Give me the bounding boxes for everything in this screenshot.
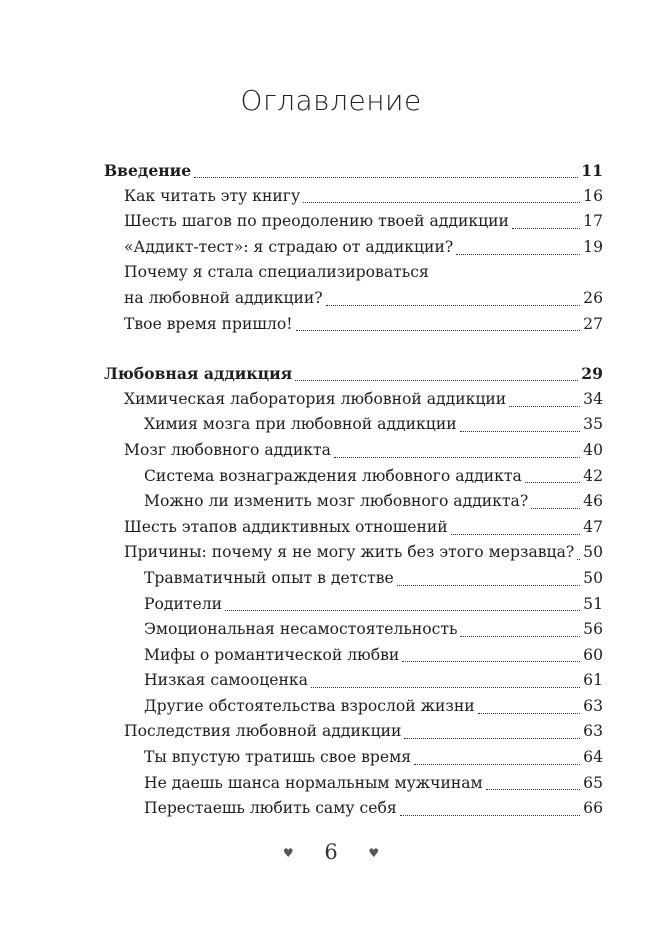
toc-entry-title: Химия мозга при любовной аддикции bbox=[144, 415, 457, 434]
heart-left-icon: ♥ bbox=[282, 845, 294, 860]
toc-entry-page: 11 bbox=[581, 161, 603, 180]
toc-entry-title: Твое время пришло! bbox=[124, 314, 293, 333]
toc-entry-page: 42 bbox=[583, 466, 603, 485]
toc-entry-page: 50 bbox=[583, 568, 603, 587]
toc-entry-page: 17 bbox=[583, 212, 603, 231]
toc-entry[interactable] bbox=[104, 540, 603, 566]
dot-leader bbox=[296, 329, 581, 331]
dot-leader bbox=[225, 609, 580, 611]
dot-leader bbox=[451, 533, 580, 535]
toc-entry-title: Любовная аддикция bbox=[104, 364, 293, 384]
dot-leader bbox=[326, 304, 581, 306]
toc-entry-page: 46 bbox=[583, 492, 603, 511]
toc-entry-page: 63 bbox=[583, 722, 603, 741]
dot-leader bbox=[525, 481, 580, 483]
toc-section-entry[interactable] bbox=[104, 361, 603, 387]
dot-leader bbox=[509, 405, 580, 407]
toc-entry-title: Последствия любовной аддикции bbox=[124, 722, 402, 741]
toc-entry-page: 47 bbox=[583, 517, 603, 536]
toc-entry-page: 19 bbox=[583, 237, 603, 256]
toc-entry[interactable] bbox=[104, 771, 603, 797]
toc-entry-page: 29 bbox=[581, 364, 603, 384]
toc-entry[interactable] bbox=[104, 312, 603, 338]
toc-entry-page: 50 bbox=[583, 543, 603, 562]
toc-entry-page: 64 bbox=[583, 748, 603, 767]
toc-entry-title: Травматичный опыт в детстве bbox=[144, 568, 394, 587]
toc-entry[interactable] bbox=[104, 515, 603, 541]
toc-entry[interactable] bbox=[104, 694, 603, 720]
toc-entry-title: Родители bbox=[144, 594, 223, 613]
dot-leader bbox=[404, 737, 580, 739]
toc-entry[interactable] bbox=[104, 719, 603, 745]
toc-entry-page: 16 bbox=[583, 186, 603, 205]
page-number: 6 bbox=[324, 840, 338, 864]
toc-entry[interactable] bbox=[104, 745, 603, 771]
toc-entry-title: Эмоциональная несамостоятельность bbox=[144, 620, 458, 639]
toc-entry[interactable] bbox=[104, 235, 603, 261]
dot-leader bbox=[577, 558, 580, 560]
toc-entry-page: 66 bbox=[583, 799, 603, 818]
toc-entry-title: Другие обстоятельства взрослой жизни bbox=[144, 696, 475, 715]
toc-entry[interactable] bbox=[104, 643, 603, 669]
toc-entry-title: Низкая самооценка bbox=[144, 671, 308, 690]
toc-entry-page: 26 bbox=[583, 288, 603, 307]
toc-entry-title: Не даешь шанса нормальным мужчинам bbox=[144, 773, 483, 792]
heart-right-icon: ♥ bbox=[368, 845, 380, 860]
dot-leader bbox=[486, 788, 580, 790]
toc-entry-title: Мозг любовного аддикта bbox=[124, 440, 331, 459]
toc-entry-page: 51 bbox=[583, 594, 603, 613]
toc-entry-page: 35 bbox=[583, 415, 603, 434]
dot-leader bbox=[397, 584, 580, 586]
toc-entry[interactable] bbox=[104, 286, 603, 312]
page-title: Оглавление bbox=[240, 84, 422, 117]
toc-entry-title: Химическая лаборатория любовной аддикции bbox=[124, 389, 507, 408]
toc-entry-title: Можно ли изменить мозг любовного аддикта? bbox=[144, 492, 529, 511]
toc-entry[interactable] bbox=[104, 617, 603, 643]
toc-entry-title: Шесть шагов по преодолению твоей аддикции bbox=[124, 212, 509, 231]
toc-entry-page: 61 bbox=[583, 671, 603, 690]
dot-leader bbox=[512, 227, 580, 229]
toc-entry[interactable] bbox=[104, 209, 603, 235]
dot-leader bbox=[414, 763, 580, 765]
toc-entry[interactable] bbox=[104, 464, 603, 490]
toc-section-entry[interactable] bbox=[104, 158, 603, 184]
toc-entry-title: Перестаешь любить саму себя bbox=[144, 799, 397, 818]
toc-entry-title: Как читать эту книгу bbox=[124, 186, 301, 205]
toc-entry[interactable] bbox=[104, 260, 603, 286]
toc-entry-title: Ты впустую тратишь свое время bbox=[144, 748, 412, 767]
toc-entry-page: 40 bbox=[583, 440, 603, 459]
dot-leader bbox=[402, 660, 580, 662]
toc-entry[interactable] bbox=[104, 566, 603, 592]
toc-entry-page: 56 bbox=[583, 620, 603, 639]
toc-entry-title: Система вознаграждения любовного аддикта bbox=[144, 466, 522, 485]
toc-entry-title: Почему я стала специализироваться bbox=[124, 263, 429, 282]
toc-entry[interactable] bbox=[104, 184, 603, 210]
toc-entry-title: Мифы о романтической любви bbox=[144, 645, 400, 664]
toc-entry-title: Введение bbox=[104, 161, 192, 180]
toc-entry-page: 60 bbox=[583, 645, 603, 664]
dot-leader bbox=[334, 456, 580, 458]
toc-entry[interactable] bbox=[104, 387, 603, 413]
page-footer bbox=[0, 840, 662, 864]
toc-entry-title: на любовной аддикции? bbox=[124, 288, 323, 307]
toc-entry[interactable] bbox=[104, 668, 603, 694]
toc-entry-page: 63 bbox=[583, 696, 603, 715]
dot-leader bbox=[194, 176, 578, 178]
section-gap bbox=[104, 337, 603, 361]
toc-entry-title: Причины: почему я не могу жить без этого мерзавца? bbox=[124, 543, 575, 562]
toc-entry[interactable] bbox=[104, 592, 603, 618]
dot-leader bbox=[311, 686, 580, 688]
toc-entry-page: 27 bbox=[583, 314, 603, 333]
toc-entry-title: «Аддикт-тест»: я страдаю от аддикции? bbox=[124, 237, 454, 256]
toc-entry-page: 65 bbox=[583, 773, 603, 792]
toc-entry[interactable] bbox=[104, 796, 603, 822]
dot-leader bbox=[456, 253, 580, 255]
toc-entry[interactable] bbox=[104, 438, 603, 464]
toc-entry-title: Шесть этапов аддиктивных отношений bbox=[124, 517, 448, 536]
dot-leader bbox=[303, 201, 580, 203]
dot-leader bbox=[460, 430, 581, 432]
dot-leader bbox=[531, 507, 580, 509]
toc-entry[interactable] bbox=[104, 489, 603, 515]
dot-leader bbox=[400, 814, 580, 816]
toc-entry-page: 34 bbox=[583, 389, 603, 408]
table-of-contents bbox=[104, 158, 603, 822]
toc-entry[interactable] bbox=[104, 412, 603, 438]
dot-leader bbox=[295, 379, 578, 381]
dot-leader bbox=[460, 635, 580, 637]
dot-leader bbox=[478, 712, 581, 714]
